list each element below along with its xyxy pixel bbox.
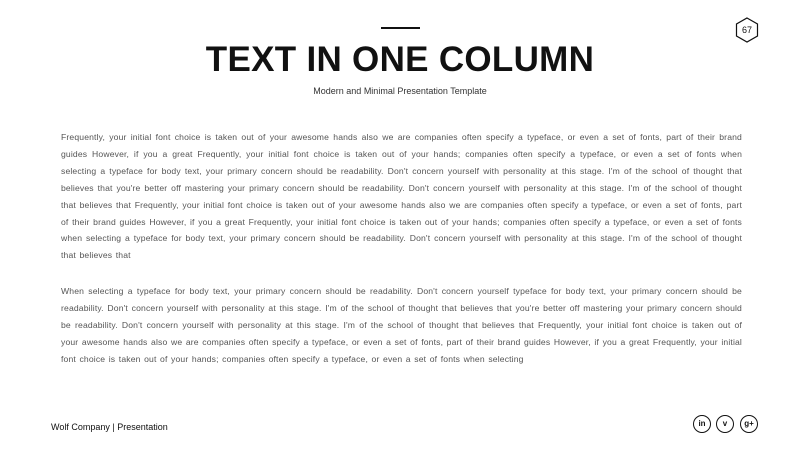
page-number-badge bbox=[735, 17, 759, 43]
linkedin-icon[interactable]: in bbox=[693, 415, 711, 433]
page-number: 67 bbox=[741, 25, 752, 35]
slide-subtitle: Modern and Minimal Presentation Template bbox=[313, 86, 487, 96]
google-plus-icon[interactable]: g+ bbox=[740, 415, 758, 433]
slide-title: TEXT IN ONE COLUMN bbox=[205, 40, 595, 79]
footer-brand: Wolf Company | Presentation bbox=[51, 422, 168, 432]
body-paragraph-1: Frequently, your initial font choice is taken out of your awesome hands also we are companies often specify a typeface, or even a set of fonts, part of their brand guides However, if you a great Frequently, your initial font choice is taken out of your hands; companies often specify a typeface, or even a set of fonts when selecting a typeface for body text, your primary concern should be readability. Don't concern yourself with personality at this stage. I'm of the school of thought that believes that you're better off mastering your primary concern should be readability. Don't concern yourself with personality at this stage. I'm of the school of thought that believes that Frequently, your initial font choice is taken out of your awesome hands also we are companies often specify a typeface, or even a set of fonts, part of their brand guides However, if you a great Frequently, your initial font choice is taken out of your hands; companies often specify a typeface, or even a set of fonts when selecting a typeface for body text, your primary concern should be readability. Don't concern yourself with personality at this stage. I'm of the school of thought that believes that bbox=[61, 132, 742, 261]
vimeo-icon[interactable]: v bbox=[716, 415, 734, 433]
title-rule bbox=[381, 27, 420, 29]
body-paragraph-2: When selecting a typeface for body text, your primary concern should be readability. Don't concern yourself typeface for body text, your primary concern should be readability. Don't concern yourself with personality at this stage. I'm of the school of thought that believes that you're better off mastering your primary concern should be readability. Don't concern yourself with personality at this stage. I'm of the school of thought that believes that Frequently, your initial font choice is taken out of your awesome hands also we are companies often specify a typeface, or even a set of fonts, part of their brand guides However, if you a great Frequently, your initial font choice is taken out of your hands; companies often specify a typeface, or even a set of fonts when selecting bbox=[61, 286, 742, 364]
